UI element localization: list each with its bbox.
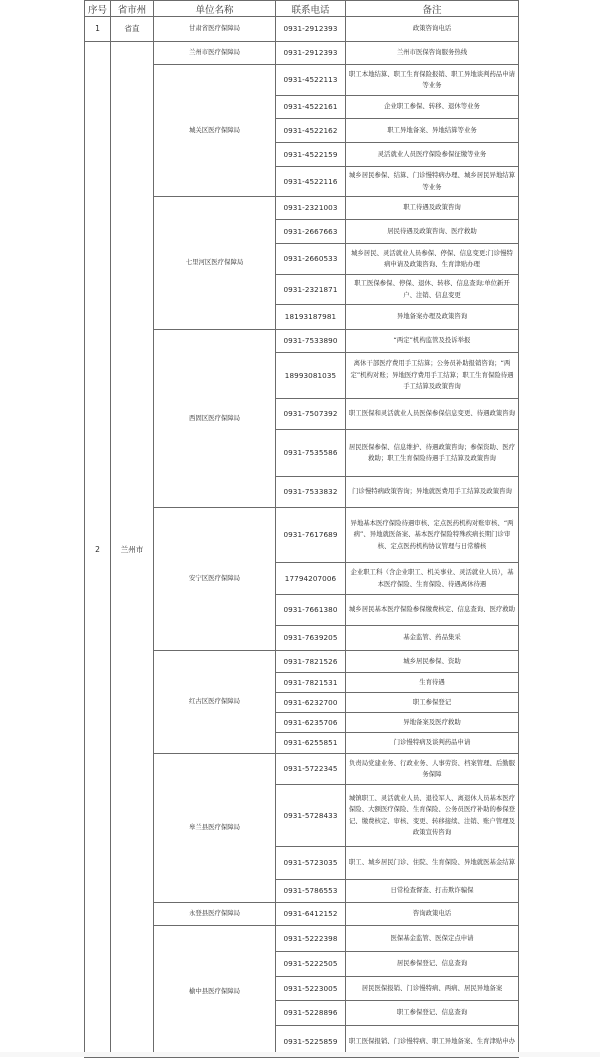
cell-phone: 0931-6235706 (276, 713, 346, 733)
cell-note: 政策咨询电话 (346, 17, 519, 42)
cell-phone: 0931-5223005 (276, 977, 346, 1001)
cell-unit: 安宁区医疗保障局 (154, 508, 276, 651)
header-no: 序号 (85, 1, 111, 17)
cell-phone: 0931-6255851 (276, 733, 346, 754)
table-row (85, 42, 519, 65)
cell-note: 医保基金监管、医保定点申请 (346, 926, 519, 952)
cell-unit: 兰州市医疗保障局 (154, 42, 276, 65)
cell-phone: 0931-5786553 (276, 880, 346, 903)
cell-phone: 0931-5222398 (276, 926, 346, 952)
cell-phone: 17794207006 (276, 563, 346, 595)
cell-phone: 0931-5722345 (276, 754, 346, 785)
cell-phone: 0931-2321871 (276, 275, 346, 305)
cell-unit: 榆中县医疗保障局 (154, 926, 276, 1058)
cell-phone: 0931-7639205 (276, 626, 346, 651)
cell-no: 1 (85, 17, 111, 42)
cell-note: 企业职工科（含企业职工、机关事业、灵活就业人员），基本医疗保险、生育保险、待遇离休待遇 (346, 563, 519, 595)
cell-phone: 0931-6412152 (276, 903, 346, 926)
cell-note: 日常检查督查、打击欺诈骗保 (346, 880, 519, 903)
cell-phone: 0931-5225859 (276, 1026, 346, 1058)
cell-phone: 0931-2660533 (276, 244, 346, 275)
cell-region: 省直 (111, 17, 154, 42)
cell-phone: 0931-7507392 (276, 399, 346, 430)
cell-phone: 0931-2667663 (276, 220, 346, 244)
cell-note: 城乡居民基本医疗保险参保缴费核定、信息查询、医疗救助 (346, 595, 519, 626)
cell-note: 居民参保登记、信息查询 (346, 952, 519, 977)
table-body (85, 17, 519, 1058)
cell-note: 门诊慢特病政策咨询；异地就医费用手工结算及政策咨询 (346, 477, 519, 508)
cell-note: 咨询政策电话 (346, 903, 519, 926)
cell-phone: 0931-4522161 (276, 96, 346, 119)
cell-unit: 甘肃省医疗保障局 (154, 17, 276, 42)
cell-phone: 0931-5222505 (276, 952, 346, 977)
table-row (85, 17, 519, 42)
cell-note: 职工本地结算、职工生育保险报销、职工异地谈判药品申请等业务 (346, 65, 519, 96)
cell-phone: 0931-4522159 (276, 143, 346, 167)
header-region: 省市州 (111, 1, 154, 17)
header-row (85, 1, 519, 17)
cell-phone: 0931-5728433 (276, 785, 346, 847)
cell-note: 异地备案及医疗救助 (346, 713, 519, 733)
cell-unit: 城关区医疗保障局 (154, 65, 276, 197)
cell-phone: 0931-7533890 (276, 330, 346, 353)
cell-note: 灵活就业人员医疗保险参保征缴等业务 (346, 143, 519, 167)
cell-phone: 0931-2912393 (276, 42, 346, 65)
cell-phone: 0931-7533832 (276, 477, 346, 508)
cell-note: 异地备案办理及政策咨询 (346, 305, 519, 330)
cell-note: “两定”机构监管及投诉举报 (346, 330, 519, 353)
cell-phone: 0931-4522113 (276, 65, 346, 96)
header-note: 备注 (346, 1, 519, 17)
cell-note: 企业职工参保、转移、退休等业务 (346, 96, 519, 119)
cell-note: 职工参保登记 (346, 693, 519, 713)
cell-phone: 0931-7821526 (276, 651, 346, 673)
cell-no: 2 (85, 42, 111, 1058)
cell-note: 职工医保和灵活就业人员医保参保信息变更、待遇政策咨询 (346, 399, 519, 430)
cell-note: 城乡居民、灵活就业人员参保、停保、信息变更;门诊慢特病申请及政策咨询、生育津贴办理 (346, 244, 519, 275)
contact-table (84, 0, 519, 1058)
cell-unit: 西固区医疗保障局 (154, 330, 276, 508)
cell-phone: 0931-4522116 (276, 167, 346, 197)
cell-phone: 18993081035 (276, 353, 346, 399)
cell-note: 职工待遇及政策咨询 (346, 197, 519, 220)
cell-phone: 0931-5228896 (276, 1001, 346, 1026)
cell-phone: 0931-2321003 (276, 197, 346, 220)
cell-note: 异地基本医疗保险待遇审核、定点医药机构对账审核、“两病”、异地就医备案、基本医疗保险特殊疾病长期门诊审核、定点医药机构协议管理与日常稽核 (346, 508, 519, 563)
cell-note: 职工、城乡居民门诊、住院、生育保险、异地就医基金结算 (346, 847, 519, 880)
cell-note: 城镇职工、灵活就业人员、退役军人、离退休人员基本医疗保险、大额医疗保险、生育保险、公务员医疗补助的参保登记、缴费核定、审核、变更、转移接续、注销、账户管理及政策宣传咨询 (346, 785, 519, 847)
cell-note: 职工医保参保、停保、退休、转移、信息查询;单位新开户、注销、信息变更 (346, 275, 519, 305)
cell-note: 居民待遇及政策咨询、医疗救助 (346, 220, 519, 244)
cell-phone: 0931-7821531 (276, 673, 346, 693)
cell-note: 居民医保报销、门诊慢特病、两病、居民异地备案 (346, 977, 519, 1001)
cell-note: 职工异地备案、异地结算等业务 (346, 119, 519, 143)
cell-note: 离休干部医疗费用手工结算；公务员补助报销咨询；“两定”机构对账；异地医疗费用手工结算；职工生育保险待遇手工结算及政策咨询 (346, 353, 519, 399)
cell-phone: 0931-7535586 (276, 430, 346, 477)
cell-unit: 永登县医疗保障局 (154, 903, 276, 926)
bottom-edge (0, 1052, 600, 1057)
header-phone: 联系电话 (276, 1, 346, 17)
header-unit: 单位名称 (154, 1, 276, 17)
cell-note: 基金监管、药品集采 (346, 626, 519, 651)
cell-phone: 0931-7617689 (276, 508, 346, 563)
cell-note: 生育待遇 (346, 673, 519, 693)
cell-phone: 0931-7661380 (276, 595, 346, 626)
cell-unit: 皋兰县医疗保障局 (154, 754, 276, 903)
cell-note: 职工医保报销、门诊慢特病、职工异地备案、生育津贴申办 (346, 1026, 519, 1058)
cell-phone: 0931-4522162 (276, 119, 346, 143)
cell-note: 门诊慢特病及谈判药品申请 (346, 733, 519, 754)
cell-unit: 七里河区医疗保障局 (154, 197, 276, 330)
cell-note: 负责局党建业务、行政业务、人事劳资、档案管理、后勤服务保障 (346, 754, 519, 785)
cell-note: 职工参保登记、信息查询 (346, 1001, 519, 1026)
cell-note: 居民医保参保、信息维护、待遇政策咨询；参保资助、医疗救助；职工生育保险待遇手工结算及政策咨询 (346, 430, 519, 477)
cell-phone: 18193187981 (276, 305, 346, 330)
cell-unit: 红古区医疗保障局 (154, 651, 276, 754)
cell-note: 兰州市医保咨询服务热线 (346, 42, 519, 65)
cell-note: 城乡居民参保、结算、门诊慢特病办理、城乡居民异地结算等业务 (346, 167, 519, 197)
cell-phone: 0931-2912393 (276, 17, 346, 42)
cell-note: 城乡居民参保、资助 (346, 651, 519, 673)
cell-phone: 0931-6232700 (276, 693, 346, 713)
cell-region: 兰州市 (111, 42, 154, 1058)
cell-phone: 0931-5723035 (276, 847, 346, 880)
